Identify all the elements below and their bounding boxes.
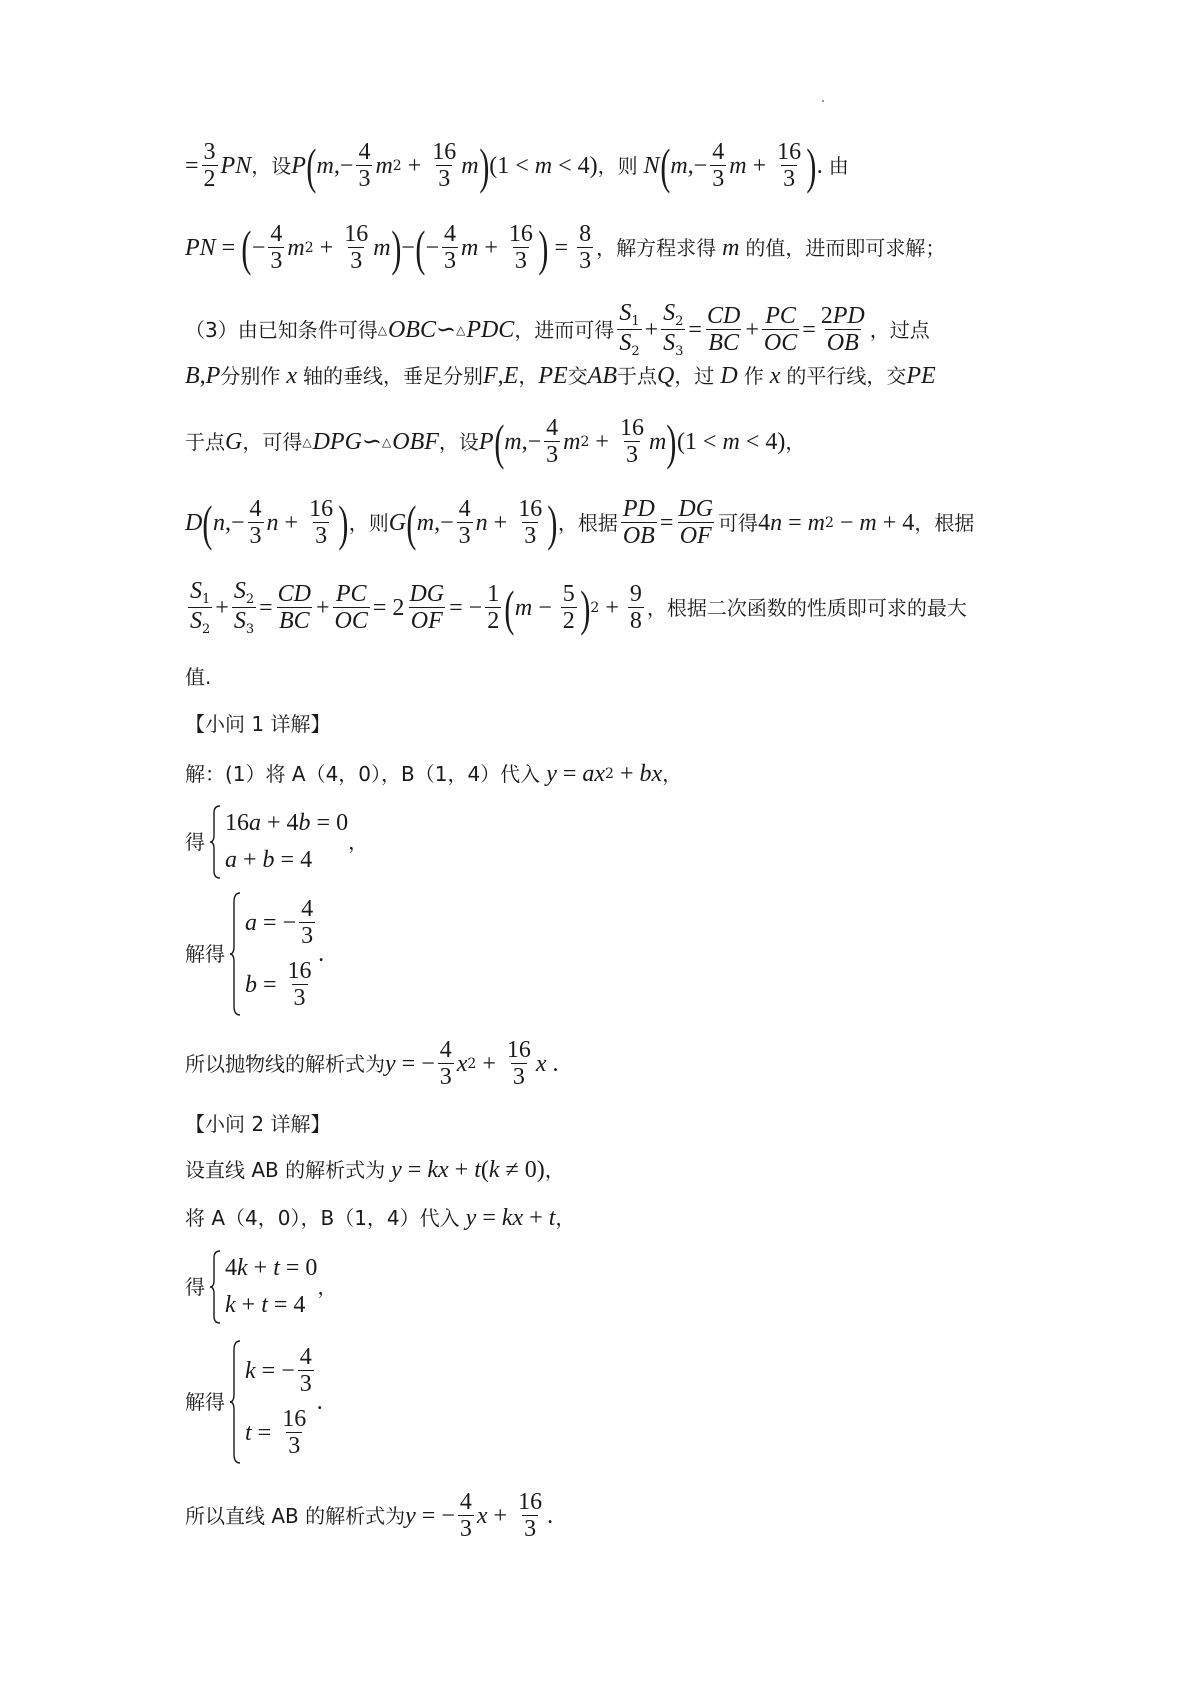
part1-result: 所以抛物线的解析式为 y = − $\frac{4}{3}$ x 2 + $\frac{16}{3}$ x . [185, 1037, 559, 1091]
part2-heading: 【小问 2 详解】 [185, 1112, 331, 1136]
analysis-line-5: 于点 G ， 可得 △ DPG ∽ △ OBF ， 设 P ( m ,− $\frac{4}{3}$ m 2 + $\frac{16}{3}$ m ) (1 < m < 4) ， [185, 414, 806, 471]
part2-solution: 解得 k = − $\frac{4}{3}$ t = $\frac{16}{3}$ . [185, 1340, 1025, 1464]
analysis-line-6: D ( n ,− $\frac{4}{3}$ n + $\frac{16}{3}$ ) ， 则 G ( m ,− $\frac{4}{3}$ n + $\frac{16}{3}$ ) ， 根据 $\frac{PD}{OB}$ = $\frac{DG}{OF}$ 可得 4 n = m 2 − m + 4 ， 根据 [185, 495, 975, 552]
analysis-line-1: = $\frac{3}{2}$ PN ， 设 P ( m ,− $\frac{4}{3}$ m 2 + $\frac{16}{3}$ m ) (1 < m < 4) ， 则 N ( m ,− $\frac{4}{3}$ m + $\frac{16}{3}$ ) . 由 [185, 138, 849, 195]
analysis-line-2: PN = ( − $\frac{4}{3}$ m 2 + $\frac{16}{3}$ m ) − ( − $\frac{4}{3}$ m + $\frac{16}{3}$ ) = $\frac{8}{3}$ ， 解方程求得 m 的值，进而即可求解； [185, 220, 946, 277]
part2-result: 所以直线 AB 的解析式为 y = − $\frac{4}{3}$ x + $\frac{16}{3}$ . [185, 1489, 554, 1543]
analysis-line-8: 值. [185, 665, 212, 689]
part1-solution: 解得 a = − $\frac{4}{3}$ b = $\frac{16}{3}$ . [185, 892, 1025, 1016]
part1-heading: 【小问 1 详解】 [185, 712, 331, 736]
part2-system: 得 4 k + t = 0 k + t = 4 ， [185, 1250, 1025, 1324]
part2-line-2: 将 A（4，0），B（1，4）代入 y = kx + t ， [185, 1205, 576, 1231]
scan-speck [822, 100, 824, 102]
part1-system: 得 16 a + 4 b = 0 a + b = 4 ， [185, 805, 1025, 879]
analysis-line-7: $\frac{S_1}{S_2}$ + $\frac{S_2}{S_3}$ = $\frac{CD}{BC}$ + $\frac{PC}{OC}$ = 2 $\frac{DG}{OF}$ = − $\frac{1}{2}$ ( m − $\frac{5}{2}$ ) 2 + $\frac{9}{8}$ ， 根据二次函数的性质即可求的最大 [190, 578, 967, 638]
part2-line-1: 设直线 AB 的解析式为 y = kx + t ( k ≠ 0) ， [185, 1157, 565, 1183]
analysis-line-4: B , P 分别作 x 轴的垂线，垂足分别 F , E ， PE 交 AB 于点 Q ， 过 D 作 x 的平行线，交 PE [185, 363, 936, 389]
analysis-line-3: （3）由已知条件可得 △ OBC ∽ △ PDC ， 进而可得 $\frac{S_1}{S_2}$ + $\frac{S_2}{S_3}$ = $\frac{CD}{BC}$ + $\frac{PC}{OC}$ = $\frac{2PD}{OB}$ ， 过点 [185, 300, 930, 360]
part1-line-1: 解：(1）将 A（4，0），B（1，4）代入 y = ax 2 + bx ， [185, 761, 683, 787]
